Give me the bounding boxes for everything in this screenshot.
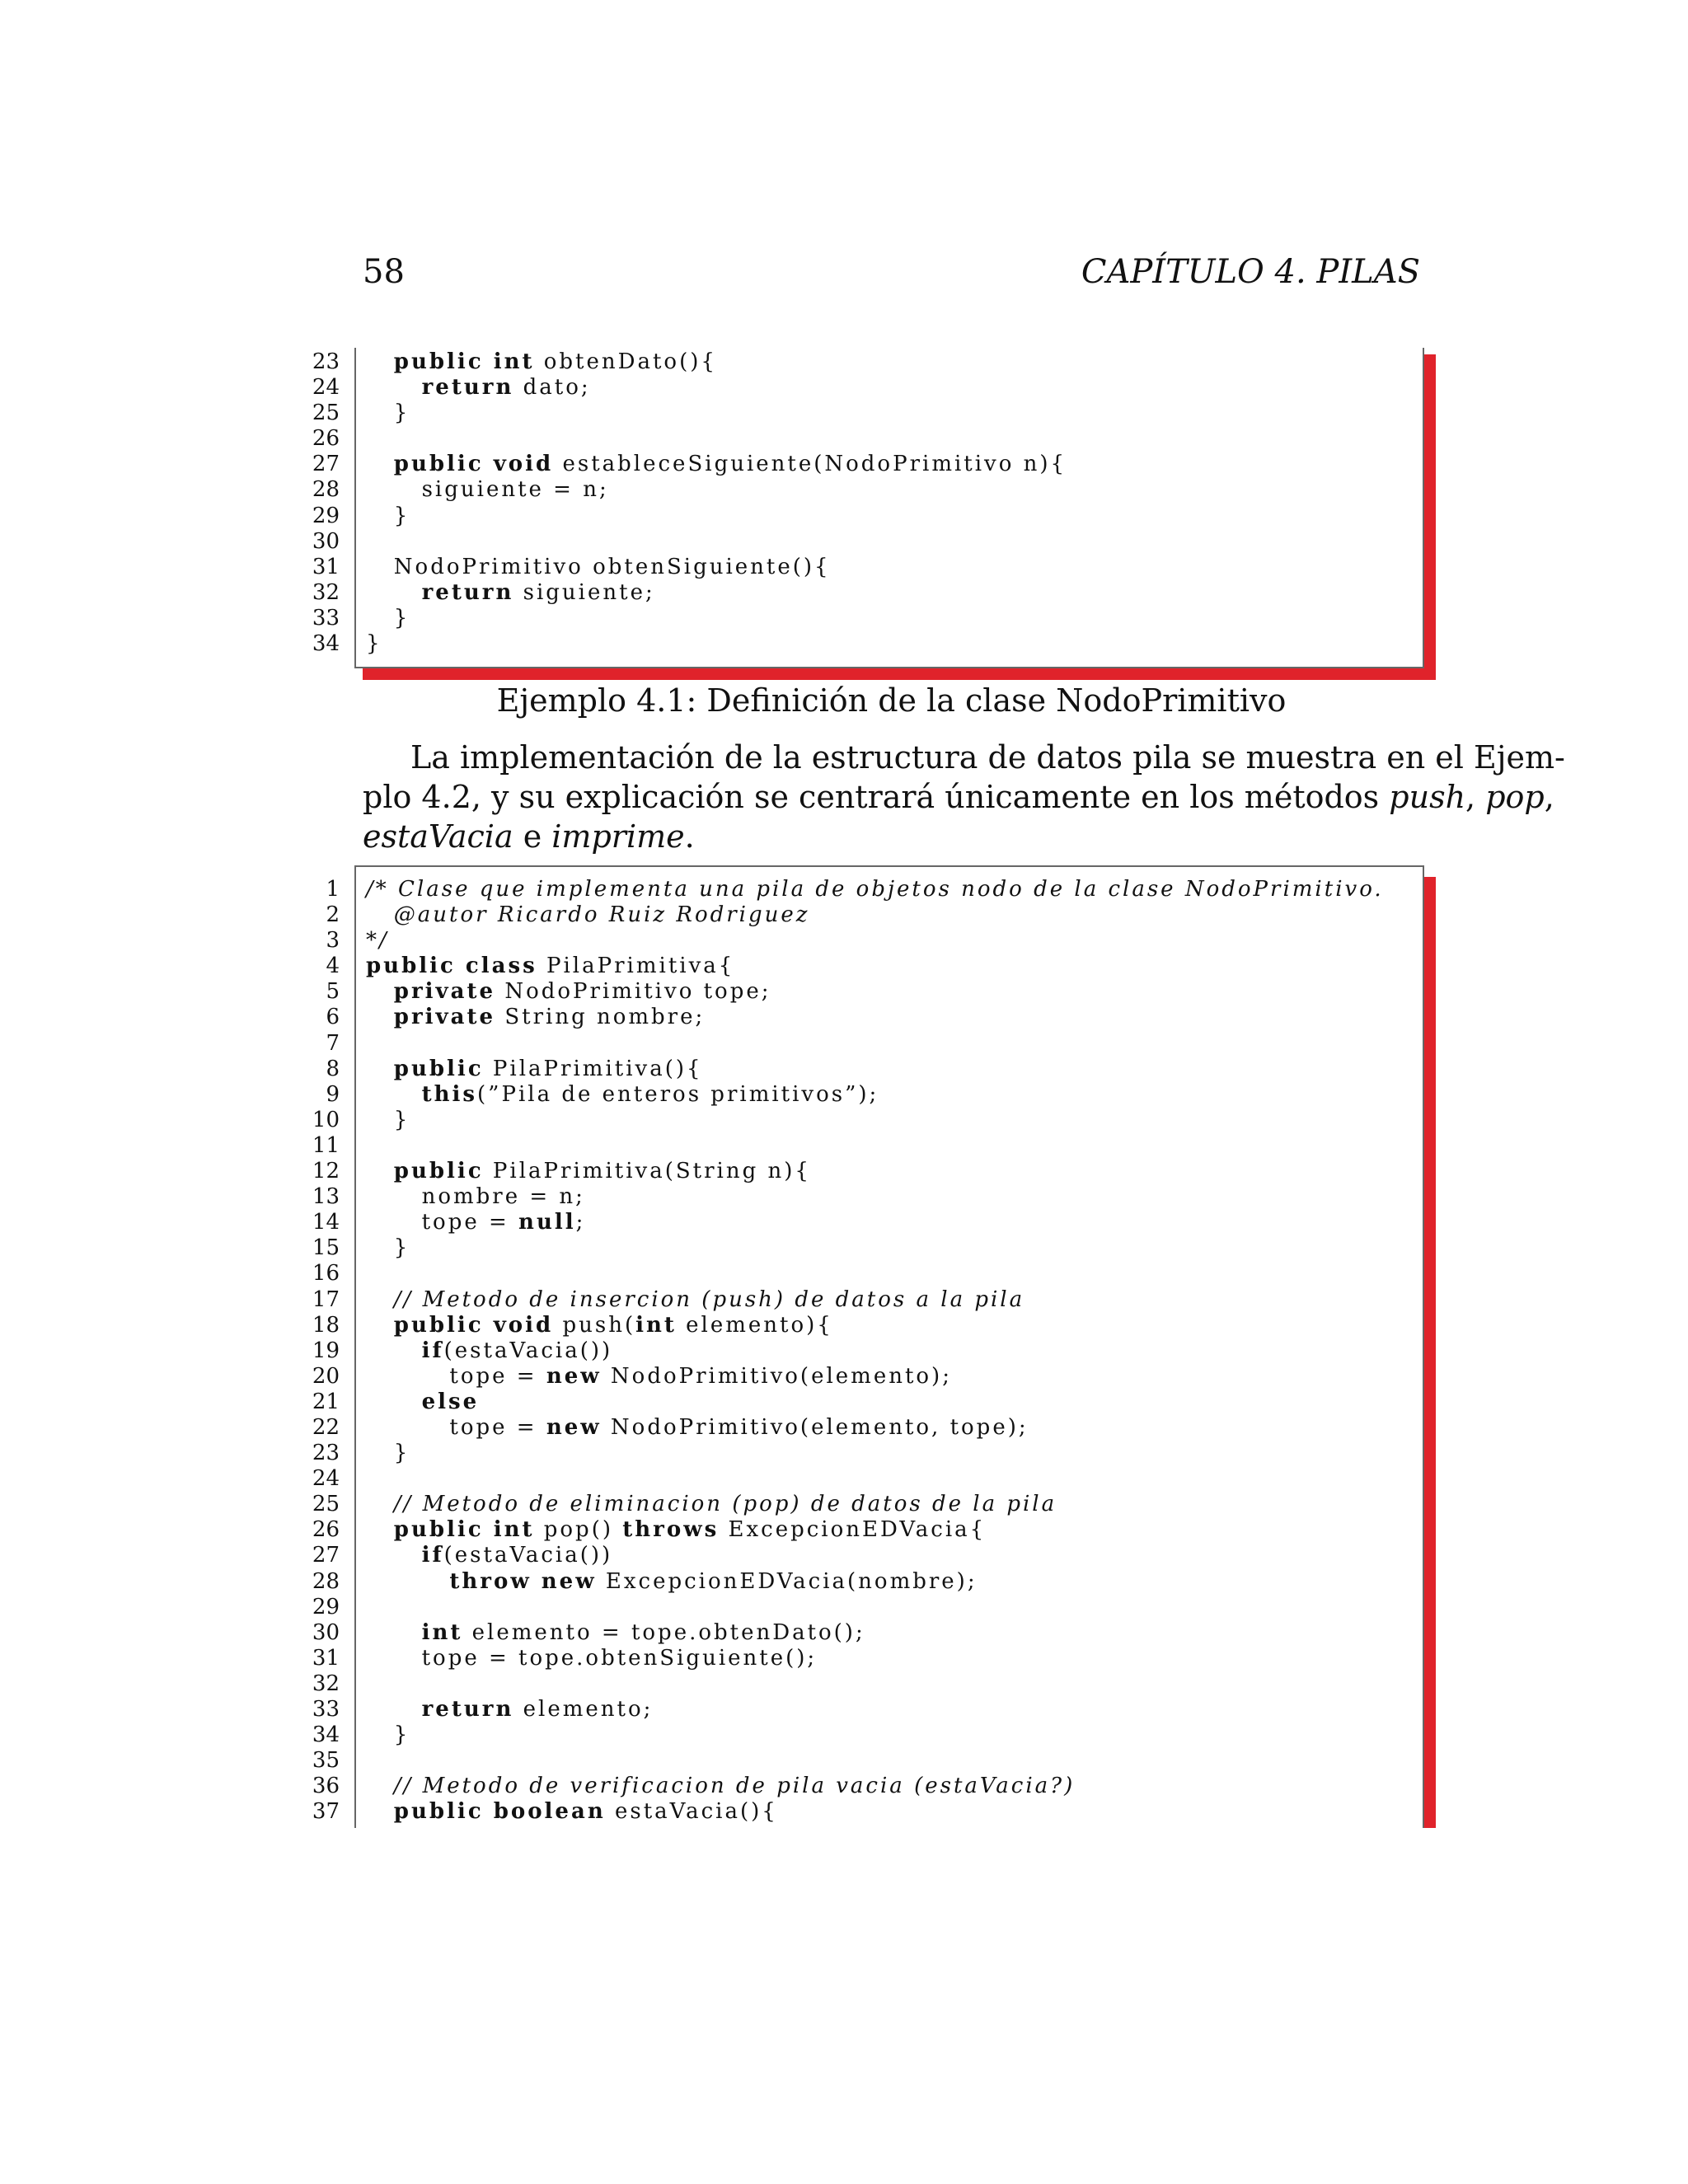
code-token: } <box>366 1235 410 1261</box>
code-line <box>312 1389 1423 1415</box>
code-token <box>366 1543 422 1568</box>
code-token: } <box>366 1722 410 1748</box>
code-token: PilaPrimitiva(String n){ <box>483 1159 811 1184</box>
code-text <box>366 375 591 401</box>
code-token: tope = <box>366 1363 546 1389</box>
code-token <box>366 375 422 400</box>
listing-caption: Ejemplo 4.1: Definición de la clase NodoPrimitivo <box>496 682 1287 719</box>
line-number: 20 <box>312 1363 340 1389</box>
line-number: 31 <box>312 554 340 579</box>
code-keyword: public class <box>366 954 537 979</box>
listing-shadow-right <box>1424 354 1436 680</box>
line-number: 24 <box>312 375 340 401</box>
code-text <box>366 1543 612 1568</box>
code-token <box>366 1517 394 1542</box>
line-number: 34 <box>312 631 340 657</box>
page-number: 58 <box>363 253 405 291</box>
code-line <box>312 477 1423 503</box>
chapter-title: CAPÍTULO 4. PILAS <box>1081 253 1420 291</box>
code-line <box>312 1722 1423 1748</box>
code-token: NodoPrimitivo tope; <box>495 979 771 1005</box>
code-token: ; <box>575 1210 586 1235</box>
code-line <box>312 1517 1423 1543</box>
code-token: } <box>366 1107 410 1132</box>
code-keyword: public <box>393 1056 484 1081</box>
code-text <box>366 1390 479 1415</box>
code-text <box>366 606 410 631</box>
paragraph-text: plo 4.2, y su explicación se centrará únicamente en los métodos <box>363 779 1390 815</box>
code-line <box>312 631 1423 657</box>
code-line <box>312 503 1423 529</box>
line-number: 11 <box>312 1132 340 1158</box>
code-token <box>366 1005 394 1029</box>
line-number: 14 <box>312 1210 340 1235</box>
code-text <box>366 1569 978 1595</box>
code-token <box>366 1159 394 1183</box>
code-line <box>312 1748 1423 1774</box>
code-text <box>366 1646 817 1671</box>
code-token <box>366 349 394 374</box>
code-line <box>312 1414 1423 1441</box>
code-text <box>366 1620 865 1646</box>
code-token: ExcepcionEDVacia(nombre); <box>596 1568 978 1594</box>
code-line <box>312 1671 1423 1697</box>
code-token: siguiente; <box>513 579 655 605</box>
method-name-estavacia: estaVacia <box>363 818 513 855</box>
line-number: 32 <box>312 579 340 605</box>
code-line <box>312 426 1423 452</box>
method-name-push: push <box>1389 779 1466 815</box>
line-number: 1 <box>326 877 340 902</box>
code-line <box>312 1492 1423 1517</box>
code-keyword: public void <box>393 452 554 477</box>
line-number: 35 <box>312 1748 340 1774</box>
code-text <box>366 1415 1029 1441</box>
code-line <box>326 1081 1423 1108</box>
code-text <box>366 631 382 657</box>
code-text <box>366 1005 705 1030</box>
code-line <box>312 1312 1423 1338</box>
code-line <box>312 401 1423 426</box>
code-keyword: public int <box>393 1517 535 1543</box>
code-token <box>366 1313 394 1338</box>
code-text <box>366 555 831 580</box>
code-text <box>366 1082 879 1108</box>
line-number: 36 <box>312 1774 340 1799</box>
method-name-pop: pop <box>1485 779 1545 815</box>
line-number: 32 <box>312 1671 340 1696</box>
code-keyword: else <box>421 1389 480 1414</box>
code-text <box>366 1492 1057 1517</box>
paragraph-text: La implementación de la estructura de datos pila se muestra en el Ejem- <box>410 739 1565 776</box>
code-token <box>366 1620 422 1645</box>
code-lines <box>312 349 1423 657</box>
code-keyword: public void <box>393 1312 554 1338</box>
code-keyword: throw new <box>449 1568 597 1594</box>
code-comment: /* Clase que implementa una pila de objetos nodo de la clase NodoPrimitivo. <box>366 877 1384 902</box>
code-token: String nombre; <box>495 1005 706 1030</box>
code-token: } <box>366 605 410 630</box>
code-line <box>312 1568 1423 1595</box>
code-line <box>326 1056 1423 1082</box>
code-token: tope = tope.obtenSiguiente(); <box>366 1645 818 1671</box>
code-token: } <box>366 631 382 657</box>
code-text <box>366 1057 703 1082</box>
line-number: 30 <box>312 528 340 554</box>
line-number: 25 <box>312 1492 340 1517</box>
line-number: 23 <box>312 1441 340 1466</box>
paragraph-line <box>363 777 1554 817</box>
code-keyword: public boolean <box>393 1799 606 1825</box>
code-keyword: private <box>393 1005 496 1030</box>
code-line <box>312 349 1423 375</box>
code-line <box>312 1774 1423 1799</box>
code-token <box>366 1799 394 1824</box>
code-line <box>312 1132 1423 1159</box>
code-line <box>312 1261 1423 1286</box>
code-token: PilaPrimitiva(){ <box>483 1056 703 1081</box>
code-text <box>366 1338 612 1364</box>
code-token: tope = <box>366 1414 546 1440</box>
code-text <box>366 1517 986 1543</box>
code-text <box>366 877 1384 902</box>
paragraph-line <box>363 817 1420 856</box>
code-token <box>366 1082 422 1107</box>
code-text <box>366 401 410 426</box>
code-keyword: public <box>393 1159 484 1184</box>
line-number: 29 <box>312 1594 340 1619</box>
body-paragraph <box>363 738 1565 856</box>
code-text <box>366 580 655 606</box>
code-token: nombre = n; <box>366 1184 585 1210</box>
line-number: 17 <box>312 1286 340 1312</box>
code-text <box>366 1799 778 1825</box>
code-line <box>312 1210 1423 1235</box>
code-line <box>312 1159 1423 1184</box>
code-keyword: new <box>546 1414 602 1440</box>
code-keyword: if <box>421 1543 444 1568</box>
line-number: 2 <box>326 902 340 928</box>
code-token: elemento = tope.obtenDato(); <box>462 1619 865 1645</box>
code-keyword: null <box>518 1210 576 1235</box>
line-number: 28 <box>312 477 340 503</box>
code-keyword: public int <box>393 349 535 374</box>
code-line <box>312 579 1423 606</box>
code-keyword: private <box>393 979 496 1005</box>
code-line <box>312 1645 1423 1671</box>
code-token <box>366 1492 394 1516</box>
code-text <box>366 1235 410 1261</box>
line-number: 29 <box>312 503 340 528</box>
code-keyword: if <box>421 1338 444 1363</box>
code-line <box>312 1466 1423 1492</box>
line-number: 10 <box>312 1107 340 1132</box>
code-token: tope = <box>366 1210 519 1235</box>
code-token: siguiente = n; <box>366 477 609 503</box>
line-number: 4 <box>326 954 340 979</box>
line-number: 24 <box>312 1466 340 1492</box>
line-number: 30 <box>312 1619 340 1645</box>
line-number: 25 <box>312 401 340 426</box>
line-number: 19 <box>312 1338 340 1363</box>
paragraph-text: . <box>684 818 695 855</box>
code-token <box>366 1569 449 1594</box>
line-number: 26 <box>312 426 340 452</box>
code-line <box>312 1619 1423 1646</box>
code-keyword: int <box>635 1312 677 1338</box>
line-number: 6 <box>326 1005 340 1030</box>
code-text <box>366 1210 585 1235</box>
code-text <box>366 1108 410 1133</box>
code-text <box>366 1697 653 1722</box>
line-number: 33 <box>312 1697 340 1722</box>
code-line <box>312 1338 1423 1364</box>
code-line <box>312 452 1423 477</box>
line-number: 27 <box>312 452 340 477</box>
code-text <box>366 954 734 979</box>
code-line <box>312 1441 1423 1466</box>
code-token <box>366 1697 422 1722</box>
code-line <box>312 375 1423 401</box>
code-token: PilaPrimitiva{ <box>537 954 735 979</box>
line-number: 8 <box>326 1056 340 1081</box>
code-token <box>366 1287 394 1312</box>
paragraph-text: , <box>1465 779 1486 815</box>
code-token <box>366 1774 394 1798</box>
code-line <box>312 1107 1423 1133</box>
code-line <box>312 1594 1423 1620</box>
code-keyword: return <box>421 375 514 401</box>
line-number: 9 <box>326 1081 340 1107</box>
code-text <box>366 349 717 375</box>
code-text <box>366 902 809 928</box>
code-comment: // Metodo de eliminacion (pop) de datos de la pila <box>393 1492 1057 1517</box>
code-text <box>366 1364 952 1390</box>
code-line <box>312 554 1423 580</box>
code-line <box>312 1363 1423 1390</box>
line-number: 7 <box>326 1030 340 1056</box>
code-line <box>312 1235 1423 1261</box>
code-text <box>366 979 771 1005</box>
code-token: } <box>366 401 410 426</box>
code-token: NodoPrimitivo(elemento); <box>601 1363 952 1389</box>
line-number: 26 <box>312 1517 340 1543</box>
line-number: 18 <box>312 1312 340 1338</box>
code-keyword: return <box>421 1697 514 1722</box>
code-token: ExcepcionEDVacia{ <box>719 1517 987 1543</box>
paragraph-line <box>363 738 1565 777</box>
code-token: } <box>366 503 410 528</box>
line-number: 28 <box>312 1568 340 1594</box>
code-text <box>366 1441 410 1466</box>
line-number: 37 <box>312 1799 340 1825</box>
page-header <box>363 247 1420 297</box>
code-token: elemento; <box>513 1697 654 1722</box>
code-line <box>312 1184 1423 1210</box>
code-text <box>366 452 1067 477</box>
code-text <box>366 1287 1025 1313</box>
code-text <box>366 1722 410 1748</box>
code-token <box>366 580 422 605</box>
code-token: (”Pila de enteros primitivos”); <box>477 1081 879 1107</box>
line-number: 27 <box>312 1543 340 1568</box>
code-text <box>366 477 609 503</box>
line-number: 3 <box>326 928 340 954</box>
code-token: estaVacia(){ <box>605 1799 778 1825</box>
code-token: (estaVacia()) <box>443 1543 613 1568</box>
line-number: 13 <box>312 1184 340 1210</box>
code-comment: */ <box>366 928 389 954</box>
code-text <box>366 1313 833 1338</box>
code-keyword: int <box>421 1619 463 1645</box>
code-listing-pilaprimitiva <box>312 865 1424 1828</box>
code-token: } <box>366 1441 410 1466</box>
code-line <box>326 1005 1423 1030</box>
code-line <box>312 1799 1423 1825</box>
code-comment: // Metodo de verificacion de pila vacia (estaVacia?) <box>393 1774 1076 1799</box>
code-token <box>366 1338 422 1363</box>
line-number: 16 <box>312 1261 340 1286</box>
code-token: elemento){ <box>676 1312 833 1338</box>
code-token: estableceSiguiente(NodoPrimitivo n){ <box>553 452 1067 477</box>
code-line <box>326 928 1423 954</box>
code-listing-nodoprimitivo <box>312 348 1424 668</box>
code-keyword: this <box>421 1081 478 1107</box>
code-text <box>366 1159 811 1184</box>
code-token: push( <box>553 1312 636 1338</box>
line-number: 5 <box>326 979 340 1005</box>
code-line <box>312 1543 1423 1568</box>
code-comment: // Metodo de insercion (push) de datos a la pila <box>393 1286 1025 1312</box>
line-number: 12 <box>312 1159 340 1184</box>
listing-shadow-right <box>1424 877 1436 1828</box>
line-number: 31 <box>312 1645 340 1671</box>
code-text <box>366 1184 585 1210</box>
code-line <box>326 1030 1423 1057</box>
line-number: 34 <box>312 1722 340 1748</box>
code-comment: @autor Ricardo Ruiz Rodriguez <box>366 902 810 928</box>
code-token <box>366 1057 394 1081</box>
line-number: 21 <box>312 1389 340 1414</box>
paragraph-text: , <box>1544 779 1554 815</box>
code-token <box>366 979 394 1004</box>
code-token: pop() <box>534 1517 623 1543</box>
code-keyword: throws <box>622 1517 720 1543</box>
paragraph-text: e <box>513 818 552 855</box>
code-line <box>312 1697 1423 1722</box>
code-line <box>312 605 1423 631</box>
code-token: NodoPrimitivo obtenSiguiente(){ <box>366 554 831 579</box>
line-number: 22 <box>312 1414 340 1440</box>
code-token: obtenDato(){ <box>534 349 717 374</box>
code-line <box>312 528 1423 555</box>
code-line <box>326 954 1423 979</box>
code-keyword: return <box>421 579 514 605</box>
line-number: 33 <box>312 605 340 630</box>
code-token <box>366 1390 422 1414</box>
line-number: 15 <box>312 1235 340 1261</box>
code-line <box>326 877 1423 902</box>
code-text <box>366 504 410 529</box>
line-number: 23 <box>312 349 340 374</box>
code-text <box>366 928 389 954</box>
code-token: NodoPrimitivo(elemento, tope); <box>601 1414 1029 1440</box>
code-line <box>312 1286 1423 1313</box>
code-line <box>326 979 1423 1005</box>
code-token: (estaVacia()) <box>443 1338 613 1363</box>
code-token: dato; <box>513 375 591 401</box>
code-keyword: new <box>546 1363 602 1389</box>
code-text <box>366 1774 1075 1799</box>
code-lines <box>312 877 1423 1825</box>
code-line <box>326 902 1423 928</box>
method-name-imprime: imprime <box>551 818 685 855</box>
code-token <box>366 452 394 476</box>
